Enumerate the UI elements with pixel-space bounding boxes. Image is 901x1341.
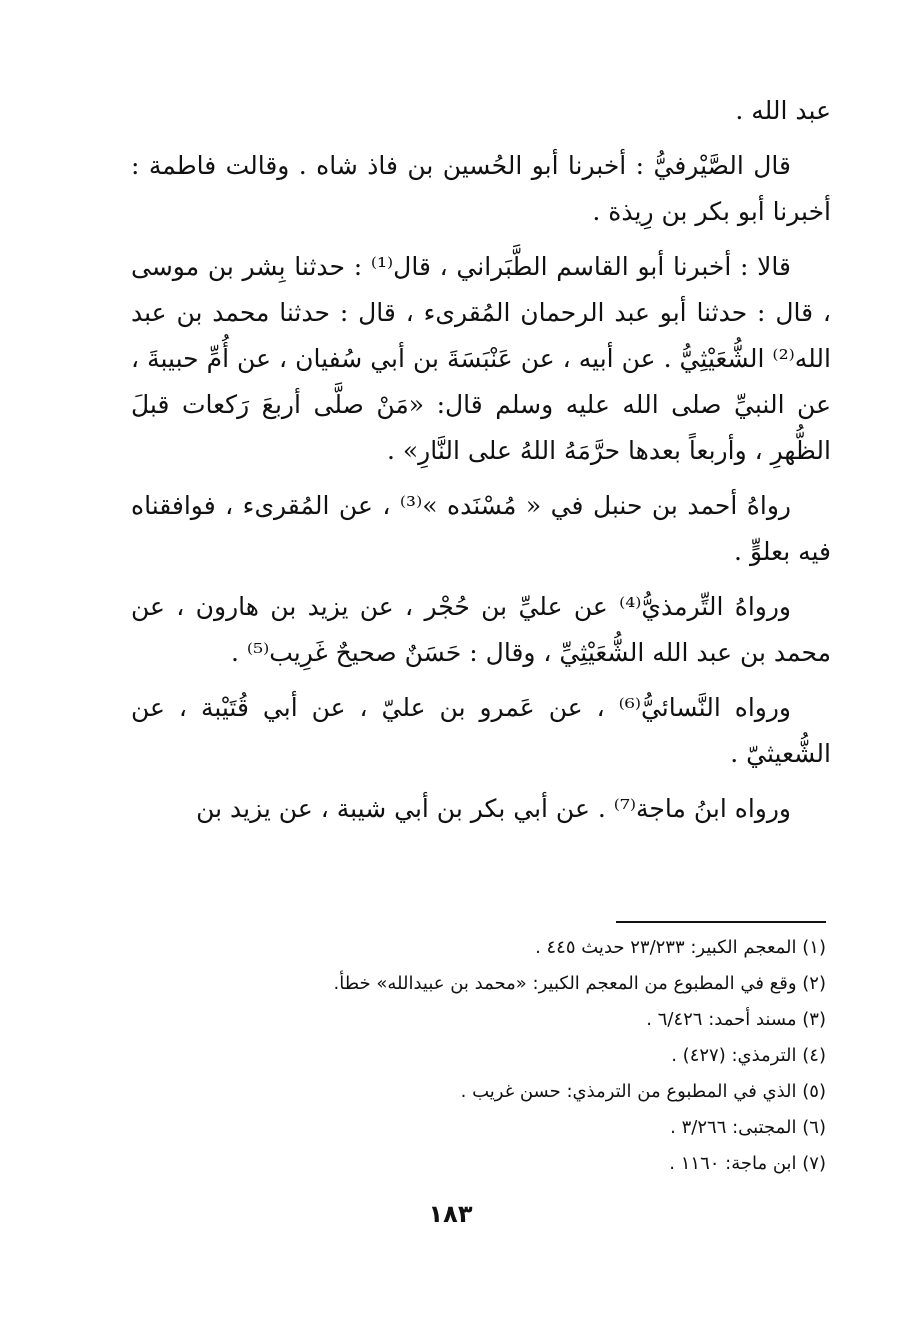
paragraph-continuation: عبد الله . (735, 96, 831, 125)
footnote-2: (٢) وقع في المطبوع من المعجم الكبير: «محمد بن عبيدالله» خطأ. (333, 973, 826, 994)
page-number: ١٨٣ (428, 1200, 473, 1228)
paragraph-nasai: ورواه النَّسائيُّ⁽⁶⁾ ، عن عَمرو بن عليّ ، عن أبي قُتَيْبة ، عن الشُّعيثيّ . (131, 693, 831, 768)
footnotes (126, 930, 826, 1182)
paragraph-tirmidhi: ورواهُ التِّرمذيُّ⁽⁴⁾ عن عليِّ بن حُجْر ، عن يزيد بن هارون ، عن محمد بن عبد الله الشُّعَيْثِيِّ ، وقال : حَسَنٌ صحيحٌ غَرِيب⁽⁵⁾ . (131, 592, 831, 667)
paragraph-ahmad: رواهُ أحمد بن حنبل في « مُسْنَده »⁽³⁾ ، عن المُقرىء ، فوافقناه فيه بعلوٍّ . (131, 491, 831, 566)
footnote-7: (٧) ابن ماجة: ١١٦٠ . (669, 1153, 826, 1174)
footnote-1: (١) المعجم الكبير: ٢٣/٢٣٣ حديث ٤٤٥ . (535, 937, 826, 958)
paragraph-hadith: قالا : أخبرنا أبو القاسم الطَّبَراني ، قال⁽¹⁾ : حدثنا بِشر بن موسى ، قال : حدثنا أبو عبد الرحمان المُقرىء ، قال : حدثنا محمد بن عبد الله⁽²⁾ الشُّعَيْثِيُّ . عن أبيه ، عن عَنْبَسَةَ بن أبي سُفيان ، عن أُمِّ حبيبةَ ، عن النبيِّ صلى الله عليه وسلم قال: «مَنْ صلَّى أربعَ رَكعات قبلَ الظُّهرِ ، وأربعاً بعدها حرَّمَهُ اللهُ على النَّارِ» . (131, 252, 831, 465)
paragraph-ibn-majah: ورواه ابنُ ماجة⁽⁷⁾ . عن أبي بكر بن أبي شيبة ، عن يزيد بن (196, 794, 791, 823)
footnote-6: (٦) المجتبى: ٣/٢٦٦ . (670, 1117, 826, 1138)
footnote-3: (٣) مسند أحمد: ٦/٤٢٦ . (646, 1009, 826, 1030)
footnote-5: (٥) الذي في المطبوع من الترمذي: حسن غريب . (460, 1081, 826, 1102)
footnote-divider (616, 921, 826, 923)
paragraph-isnad-intro: قال الصَّيْرفيُّ : أخبرنا أبو الحُسين بن فاذ شاه . وقالت فاطمة : أخبرنا أبو بكر بن رِيذة . (131, 151, 831, 226)
footnote-4: (٤) الترمذي: (٤٢٧) . (671, 1045, 826, 1066)
main-text (131, 88, 831, 841)
